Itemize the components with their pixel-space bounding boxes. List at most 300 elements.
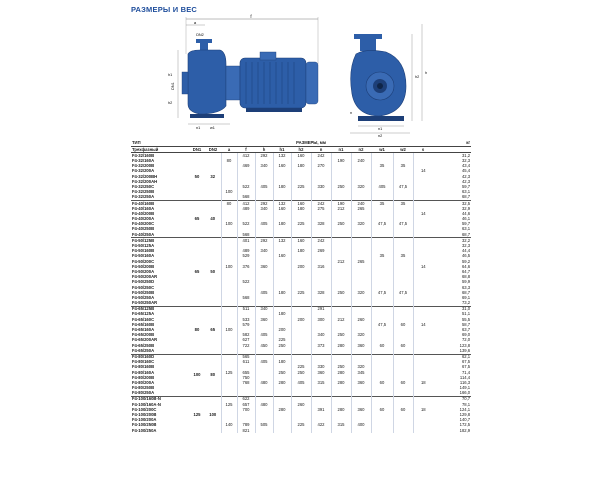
pump-type-cell: F4-32/250C [132,184,155,189]
pump-type-cell: F4-100/250A [132,428,157,433]
a-cell: 80 [221,159,237,164]
pump-type-cell: F4-50/160B [132,248,155,254]
weight-cell: 62,1 [433,354,471,360]
dim-n1-label: n1 [196,126,201,130]
w2-cell: 60 [393,322,413,327]
f-cell: 401 [237,238,255,244]
pump-type-cell: F4-65/125A [132,312,155,317]
dim-a-label: a [193,20,197,25]
a-cell: 100 [221,264,237,269]
f-cell: 789 [237,423,255,428]
h-cell: 480 [255,402,273,407]
weight-cell: 172,5 [459,422,471,428]
n2-cell: 320 [351,333,371,338]
pump-type-cell: F4-50/125A [132,243,155,249]
s-cell: 14 [413,264,433,269]
n-cell: 242 [311,238,331,244]
pump-type-cell: F4-32/200B [132,163,155,169]
header-col-h2: h2 [291,147,311,153]
pump-type-cell: F4-100/250B [132,422,157,428]
weight-cell: 166,0 [459,390,471,396]
pump-type-cell: F4-65/200AR [132,337,158,343]
pump-type-cell: F4-80/200A [132,380,155,385]
pump-type-cell: F4-50/200B [132,264,155,269]
pump-type-cell: F4-100/200A [132,417,157,423]
header-threephase: Трехфазный [131,147,189,153]
f-cell: 522 [237,280,255,285]
header-col-w1: w1 [371,147,393,153]
h-cell: 480 [255,380,273,385]
h1-cell: 200 [273,328,291,333]
n-cell: 360 [311,370,331,375]
h-cell: 405 [255,185,273,190]
pump-type-cell: F4-65/200B [132,332,155,338]
h1-cell: 250 [273,343,291,348]
header-col-w2: w2 [393,147,413,153]
dn2-cell: 65 [205,306,221,354]
dn2-cell: 80 [205,354,221,397]
s-cell: 18 [413,380,433,385]
h1-cell: 180 [273,312,291,317]
weight-cell: 59,7 [461,184,471,189]
w2-cell: 47,5 [393,222,413,227]
pump-type-cell: F4-100/160A-N [132,402,161,407]
n-cell: 328 [311,222,331,227]
n-cell: 269 [311,249,331,254]
h-cell: 505 [255,423,273,428]
dim-h-label: h [425,71,428,75]
pump-type-cell: F4-32/200A [132,168,155,174]
weight-cell: 31,2 [433,153,471,159]
weight-cell: 68,7 [461,194,471,200]
weight-cell: 32,2 [433,238,471,244]
weight-cell: 64,7 [461,269,471,274]
n2-cell: 265 [351,259,371,264]
n-cell: 330 [311,365,331,370]
n2-cell: 240 [351,159,371,164]
weight-cell: 63,1 [461,189,471,195]
h-cell: 292 [255,238,273,244]
pump-type-cell: F4-40/200B [132,211,155,216]
h1-cell: 132 [273,238,291,244]
n-cell: 422 [311,423,331,428]
n1-cell: 250 [331,333,351,338]
pump-type-cell: F4-65/250A [132,348,155,353]
n1-cell: 280 [331,380,351,385]
f-cell: 522 [237,222,255,227]
dim-h2-label: h2 [168,101,173,105]
weight-cell: 59,2 [461,259,471,264]
n1-cell: 212 [331,317,351,322]
s-cell: 14 [413,211,433,216]
table-row [131,428,471,433]
n-cell: 330 [311,185,331,190]
pump-dimension-drawing [160,14,460,140]
pump-type-cell: F4-80/160A [132,370,155,375]
weight-cell: 123,8 [459,343,471,348]
dn2-cell: 32 [205,153,221,201]
dn1-cell: 80 [189,306,205,354]
h2-cell: 160 [291,153,311,159]
n1-cell: 280 [331,407,351,412]
w2-cell: 35 [393,201,413,207]
weight-cell: 68,7 [461,290,471,295]
weight-cell: 69,0 [461,332,471,338]
pump-type-cell: F4-80/160D [131,354,189,360]
dn1-cell: 125 [189,397,205,434]
weight-cell: 182,9 [459,428,471,433]
n1-cell: 212 [331,206,351,211]
dim-n1-front-label: n1 [378,127,383,131]
dn1-cell: 65 [189,201,205,238]
h-cell: 340 [255,206,273,211]
pump-type-cell: F4-32/250B [132,189,155,195]
weight-cell: 51,1 [461,312,471,317]
n1-cell: 250 [331,185,351,190]
pump-type-cell: F4-50/250A [132,295,155,300]
weight-cell: 64,6 [461,264,471,269]
dn2-cell: 50 [205,238,221,306]
n-cell: 340 [311,333,331,338]
w2-cell: 47,5 [393,185,413,190]
header-col-n2: n2 [351,147,371,153]
w1-cell: 60 [371,407,393,412]
weight-cell: 44,4 [461,248,471,254]
f-cell: 568 [237,295,255,300]
weight-cell: 68,7 [461,232,471,237]
weight-cell: 63,7 [461,327,471,333]
h1-cell: 132 [273,201,291,207]
page-title: РАЗМЕРЫ И ВЕС [131,5,198,14]
h-cell: 360 [255,264,273,269]
weight-cell: 68,8 [461,274,471,280]
n2-cell: 320 [351,365,371,370]
dim-n2-label: n2 [378,134,383,138]
weight-cell: 42,3 [461,174,471,179]
weight-cell: 78,1 [461,402,471,407]
w1-cell [371,428,393,433]
dim-h1-label: h1 [168,73,173,77]
n1-cell: 190 [331,159,351,164]
header-col-n1: n1 [331,147,351,153]
a-cell: 140 [221,423,237,428]
dn1-cell: 100 [189,354,205,397]
pump-type-cell: F4-32/200BH [132,174,158,179]
n-cell: 373 [311,343,331,348]
pump-type-cell: F4-100/160B-N [131,397,189,403]
header-col-n: n [311,147,331,153]
a-cell: 100 [221,222,237,227]
weight-cell: 124,1 [459,407,471,412]
n2-cell: 320 [351,290,371,295]
pump-type-cell: F4-65/250B [132,343,155,348]
header-type: ТИП [131,141,189,147]
a-cell: 100 [221,328,237,333]
f-cell: 722 [237,343,255,348]
f-cell: 821 [237,428,255,433]
header-col-h: h [255,147,273,153]
h1-cell: 225 [273,338,291,343]
f-cell: 568 [237,195,255,201]
dn2-cell: 40 [205,201,221,238]
weight-cell: 32,9 [461,206,471,211]
header-sizes: РАЗМЕРЫ, мм [189,141,433,147]
h2-cell: 160 [291,201,311,207]
f-cell: 469 [237,164,255,169]
n2-cell: 320 [351,185,371,190]
weight-cell: 149,1 [459,385,471,391]
h-cell: 405 [255,360,273,365]
h2-cell: 180 [291,206,311,211]
w2-cell: 60 [393,343,413,348]
dimensions-table-body [131,153,471,433]
f-cell: 565 [237,354,255,360]
h1-cell: 180 [273,290,291,295]
w1-cell: 47,5 [371,222,393,227]
dim-w1-label: w1 [210,126,215,130]
f-cell: 700 [237,407,255,412]
n-cell: 270 [311,164,331,169]
h-cell: 360 [255,317,273,322]
pump-type-cell: F4-80/250A [132,390,155,396]
dim-h2-front-label: h2 [415,75,420,79]
n-cell: 391 [311,407,331,412]
n2-cell: 260 [351,317,371,322]
n1-cell: 280 [331,370,351,375]
n1-cell [331,428,351,433]
pump-type-cell: F4-50/200A [132,269,155,274]
pump-type-cell: F4-80/160C [132,359,155,365]
pump-type-cell: F4-32/250A [132,194,155,200]
n-cell: 300 [311,317,331,322]
weight-cell: 116,3 [459,380,471,385]
a-cell: 125 [221,370,237,375]
pump-type-cell: F4-40/200C [132,221,155,227]
n1-cell: 280 [331,343,351,348]
n2-cell: 360 [351,407,371,412]
weight-cell: 140,7 [459,417,471,423]
n-cell: 275 [311,206,331,211]
weight-cell: 114,4 [459,375,471,380]
n-cell [311,428,331,433]
weight-cell: 67,5 [461,359,471,365]
h1-cell: 180 [273,222,291,227]
w2-cell: 35 [393,254,413,259]
n-cell: 242 [311,201,331,207]
h1-cell [273,428,291,433]
dimensions-table-container [131,141,471,433]
header-col-a: a [221,147,237,153]
h1-cell: 280 [273,380,291,385]
f-cell: 511 [237,306,255,312]
f-cell: 412 [237,201,255,207]
n1-cell: 190 [331,201,351,207]
f-cell: 627 [237,338,255,343]
h1-cell: 280 [273,407,291,412]
n-cell: 316 [311,264,331,269]
n-cell: 315 [311,380,331,385]
n2-cell: 400 [351,423,371,428]
pump-type-cell: F4-100/200C [132,407,157,412]
weight-cell: 32,3 [461,243,471,249]
h1-cell: 180 [273,185,291,190]
h-cell: 405 [255,290,273,295]
pump-side-view [168,14,318,130]
h2-cell: 250 [291,370,311,375]
f-cell: 533 [237,317,255,322]
h2-cell [291,428,311,433]
f-cell: 622 [237,397,255,403]
w1-cell: 47,5 [371,290,393,295]
weight-cell: 73,2 [461,300,471,306]
a-cell: 100 [221,190,237,195]
weight-cell: 46,1 [461,216,471,222]
h-cell: 340 [255,306,273,312]
weight-cell: 139,6 [459,348,471,353]
h1-cell: 160 [273,254,291,259]
h-cell: 292 [255,153,273,159]
f-cell: 611 [237,360,255,365]
pump-type-cell: F4-50/200C [132,259,155,264]
weight-cell: 46,5 [461,253,471,259]
s-cell: 14 [413,169,433,174]
weight-cell: 32,5 [433,201,471,207]
pump-type-cell: F4-65/160A [132,327,155,333]
n2-cell: 320 [351,222,371,227]
header-col-dn1: DN1 [189,147,205,153]
dim-n-label: n [350,111,353,115]
weight-cell: 59,9 [461,279,471,285]
pump-type-cell: F4-50/250B [132,290,155,295]
n-cell: 291 [311,306,331,312]
w2-cell: 47,5 [393,290,413,295]
h-cell: 292 [255,201,273,207]
w1-cell: 60 [371,380,393,385]
w2-cell [393,428,413,433]
h-cell: 450 [255,343,273,348]
w2-cell: 60 [393,407,413,412]
n1-cell: 212 [331,259,351,264]
pump-type-cell: F4-40/160B [131,201,189,207]
n2-cell: 265 [351,206,371,211]
pump-front-view [350,24,427,138]
w1-cell: 47,5 [371,322,393,327]
h1-cell: 180 [273,360,291,365]
pump-type-cell: F4-80/200B [132,375,155,380]
pump-type-cell: F4-50/200AR [132,274,158,280]
weight-cell: 70,7 [433,397,471,403]
h-cell: 405 [255,333,273,338]
n1-cell: 315 [331,423,351,428]
pump-type-cell: F4-32/160A [132,158,155,164]
dim-dn1-label: DN1 [171,82,175,90]
f-cell: 657 [237,402,255,407]
f-cell: 489 [237,206,255,211]
pump-type-cell: F4-65/160C [132,317,155,322]
pump-type-cell: F4-50/250AR [132,300,158,306]
h1-cell: 132 [273,153,291,159]
s-cell: 18 [413,407,433,412]
f-cell: 568 [237,232,255,238]
header-kg: кг [433,141,471,147]
header-col-h1: h1 [273,147,291,153]
n1-cell: 250 [331,290,351,295]
a-cell: 125 [221,402,237,407]
w1-cell: 35 [371,254,393,259]
weight-cell: 72,0 [461,337,471,343]
pump-type-cell: F4-80/250B [132,385,155,391]
n1-cell: 250 [331,365,351,370]
weight-cell: 58,7 [461,322,471,327]
h1-cell: 160 [273,206,291,211]
dimensions-table [131,141,471,433]
weight-cell: 67,5 [461,364,471,370]
pump-type-cell: F4-40/250B [132,227,155,232]
h1-cell: 160 [273,164,291,169]
weight-cell: 55,5 [461,317,471,322]
f-cell: 489 [237,249,255,254]
header-col-f: f [237,147,255,153]
f-cell: 579 [237,322,255,327]
pump-type-cell: F4-32/160B [131,153,189,159]
dn2-cell: 100 [205,397,221,434]
h2-cell: 225 [291,290,311,295]
h2-cell: 200 [291,264,311,269]
n2-cell: 345 [351,370,371,375]
pump-type-cell: F4-50/250D [132,279,155,285]
h-cell: 340 [255,164,273,169]
pump-type-cell: F4-50/125B [131,238,189,244]
f-cell: 750 [237,375,255,380]
pump-type-cell: F4-65/160B [132,322,155,327]
f-cell: 582 [237,333,255,338]
dim-f-label: f [250,14,252,19]
pump-type-cell: F4-80/160B [132,364,155,370]
weight-cell: 59,7 [461,221,471,227]
a-cell: 80 [221,201,237,207]
n1-cell: 250 [331,222,351,227]
pump-type-cell: F4-50/160A [132,253,155,259]
w2-cell: 35 [393,164,413,169]
weight-cell: 71,4 [461,370,471,375]
h2-cell: 225 [291,222,311,227]
f-cell: 529 [237,254,255,259]
n2-cell: 360 [351,343,371,348]
n2-cell [351,428,371,433]
dn1-cell: 65 [189,238,205,306]
h1-cell: 250 [273,370,291,375]
weight-cell: 45,4 [461,168,471,174]
w1-cell: 405 [371,185,393,190]
weight-cell: 129,8 [459,412,471,418]
weight-cell: 63,1 [461,227,471,232]
h2-cell: 180 [291,249,311,254]
s-cell: 14 [413,322,433,327]
h2-cell: 260 [291,402,311,407]
a-cell [221,428,237,433]
f-cell: 768 [237,380,255,385]
dn1-cell: 50 [189,153,205,201]
w1-cell: 35 [371,201,393,207]
h2-cell: 225 [291,185,311,190]
h2-cell: 225 [291,365,311,370]
weight-cell: 32,3 [461,158,471,164]
n-cell: 242 [311,153,331,159]
n2-cell: 360 [351,380,371,385]
w1-cell: 60 [371,343,393,348]
h2-cell: 225 [291,423,311,428]
header-col-s: s [413,147,433,153]
